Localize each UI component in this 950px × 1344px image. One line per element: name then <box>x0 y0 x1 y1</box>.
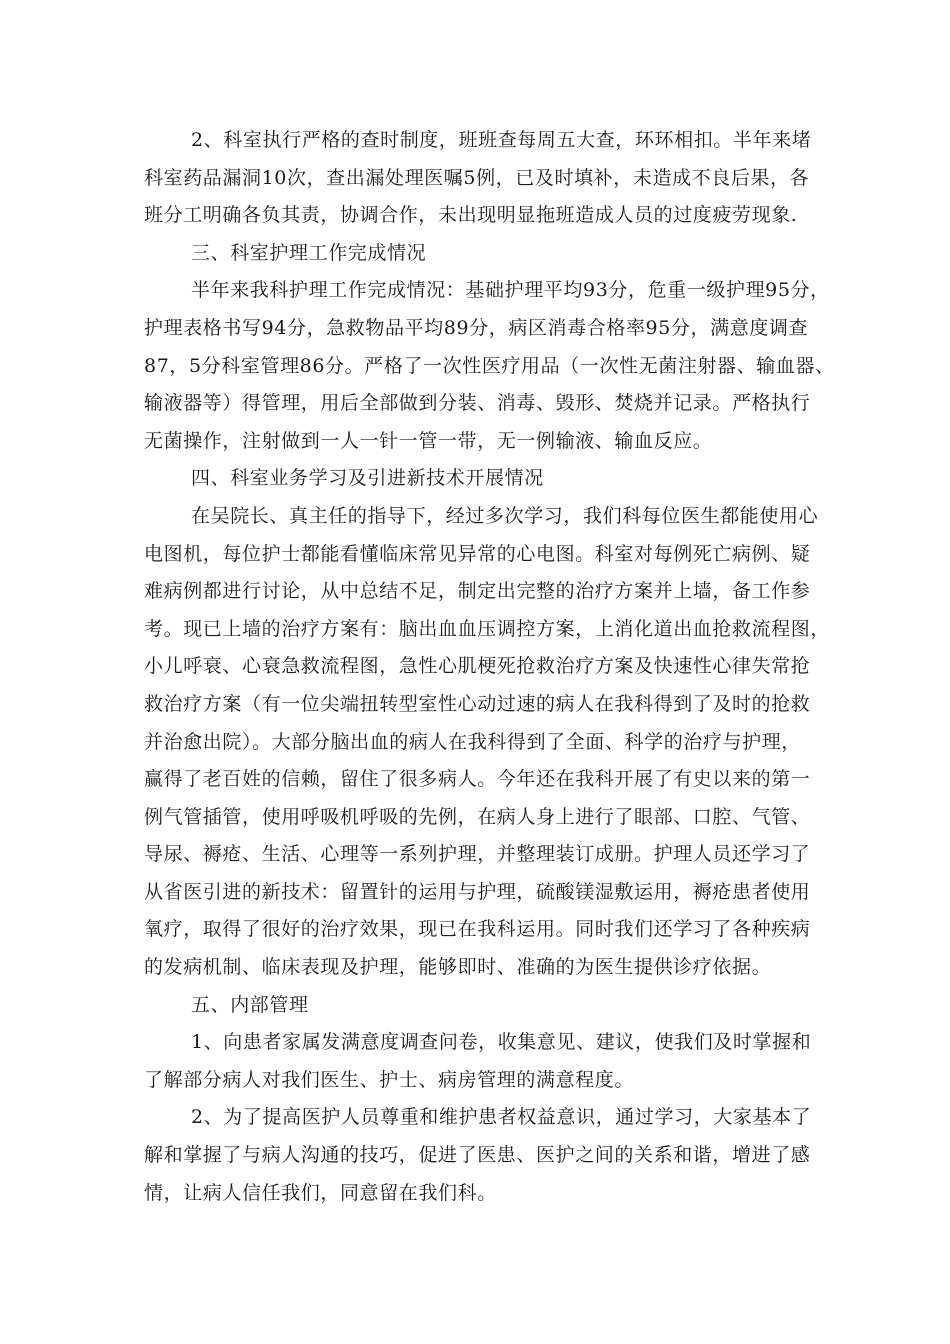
paragraph-line: 情，让病人信任我们，同意留在我们科。 <box>144 1181 497 1204</box>
paragraph-line: 考。现已上墙的治疗方案有：脑出血血压调控方案，上消化道出血抢救流程图， <box>144 617 831 640</box>
paragraph-line: 氧疗，取得了很好的治疗效果，现已在我科运用。同时我们还学习了各种疾病 <box>144 918 811 941</box>
paragraph-line: 2、科室执行严格的查时制度，班班查每周五大查，环环相扣。半年来堵 <box>191 129 812 151</box>
paragraph-line: 班分工明确各负其责，协调合作，未出现明显拖班造成人员的过度疲劳现象. <box>144 204 798 227</box>
paragraph-line: 了解部分病人对我们医生、护士、病房管理的满意程度。 <box>144 1068 635 1091</box>
paragraph-line: 的发病机制、临床表现及护理，能够即时、准确的为医生提供诊疗依据。 <box>144 956 772 979</box>
paragraph-line: 2、为了提高医护人员尊重和维护患者权益意识，通过学习，大家基本了 <box>191 1106 812 1129</box>
section-heading: 五、内部管理 <box>191 993 309 1016</box>
paragraph-line: 解和掌握了与病人沟通的技巧，促进了医患、医护之间的关系和谐，增进了感 <box>144 1144 811 1167</box>
section-heading: 四、科室业务学习及引进新技术开展情况 <box>191 467 544 490</box>
paragraph-line: 输液器等）得管理，用后全部做到分装、消毒、毁形、焚烧并记录。严格执行 <box>144 392 811 415</box>
paragraph-line: 护理表格书写94分，急救物品平均89分，病区消毒合格率95分，满意度调查 <box>144 316 809 339</box>
paragraph-line: 1、向患者家属发满意度调查问卷，收集意见、建议，使我们及时掌握和 <box>191 1031 812 1054</box>
paragraph-line: 导尿、褥疮、生活、心理等一系列护理，并整理装订成册。护理人员还学习了 <box>144 843 811 866</box>
paragraph-line: 87，5分科室管理86分。严格了一次性医疗用品（一次性无菌注射器、输血器、 <box>144 354 835 377</box>
paragraph-line: 小儿呼衰、心衰急救流程图，急性心肌梗死抢救治疗方案及快速性心律失常抢 <box>144 655 811 678</box>
section-heading: 三、科室护理工作完成情况 <box>191 241 427 264</box>
paragraph-line: 从省医引进的新技术：留置针的运用与护理，硫酸镁湿敷运用，褥疮患者使用 <box>144 880 811 903</box>
paragraph-line: 例气管插管，使用呼吸机呼吸的先例，在病人身上进行了眼部、口腔、气管、 <box>144 805 811 828</box>
paragraph-line: 科室药品漏洞10次，查出漏处理医嘱5例，已及时填补，未造成不良后果，各 <box>144 166 810 189</box>
paragraph-line: 赢得了老百姓的信赖，留住了很多病人。今年还在我科开展了有史以来的第一 <box>144 768 811 791</box>
paragraph-line: 难病例都进行讨论，从中总结不足，制定出完整的治疗方案并上墙，备工作参 <box>144 580 811 603</box>
paragraph-line: 半年来我科护理工作完成情况：基础护理平均93分，危重一级护理95分， <box>191 279 830 302</box>
paragraph-line: 救治疗方案（有一位尖端扭转型室性心动过速的病人在我科得到了及时的抢救 <box>144 692 811 715</box>
paragraph-line: 并治愈出院）。大部分脑出血的病人在我科得到了全面、科学的治疗与护理， <box>144 730 801 753</box>
paragraph-line: 电图机，每位护士都能看懂临床常见异常的心电图。科室对每例死亡病例、疑 <box>144 542 811 565</box>
paragraph-line: 在吴院长、真主任的指导下，经过多次学习，我们科每位医生都能使用心 <box>191 504 819 527</box>
paragraph-line: 无菌操作，注射做到一人一针一管一带，无一例输液、输血反应。 <box>144 429 713 452</box>
document-body <box>144 122 835 1212</box>
